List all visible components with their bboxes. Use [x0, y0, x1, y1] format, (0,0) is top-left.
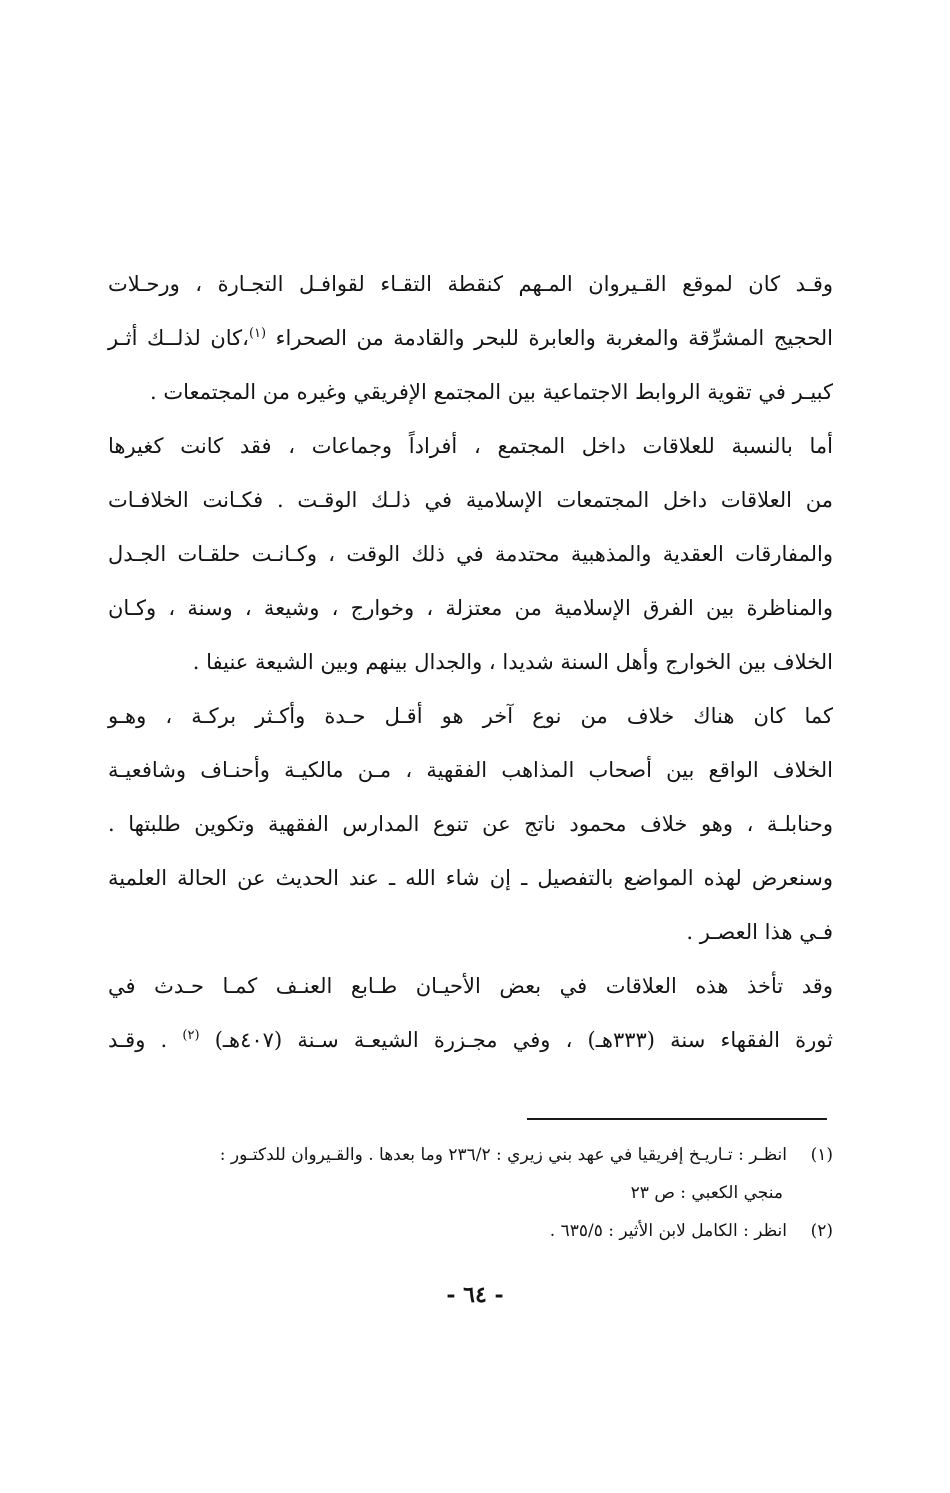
footnote-line — [108, 1219, 833, 1243]
footnote-divider — [527, 1118, 827, 1120]
footnote-ref: (١) — [248, 326, 267, 341]
text-line: أما بالنسبة للعلاقات داخل المجتمع ، أفراداً وجماعات ، فقد كانت كغيرها — [108, 434, 833, 458]
footnote-number: (٢) — [810, 1221, 833, 1241]
text-line: وحنابلـة ، وهو خلاف محمود ناتج عن تنوع المدارس الفقهية وتكوين طلبتها . — [108, 812, 833, 836]
page-number: - ٦٤ - — [446, 1282, 504, 1308]
text-line: كبيـر في تقوية الروابط الاجتماعية بين المجتمع الإفريقي وغيره من المجتمعات . — [150, 380, 833, 404]
footnote-text: انظر : الكامل لابن الأثير : ٦٣٥/٥ . — [549, 1221, 787, 1241]
text-line: كما كان هناك خلاف من نوع آخر هو أقـل حـدة وأكـثر بركـة ، وهـو — [108, 704, 833, 728]
footnote-ref: (٢) — [182, 1028, 200, 1043]
footnote-line — [108, 1143, 833, 1167]
text-line-part: ثورة الفقهاء سنة (٣٣٣هـ) ، وفي مجـزرة الشيعـة سـنة (٤٠٧هـ) — [214, 1028, 833, 1052]
footnote-text: انظـر : تـاريـخ إفريقيا في عهد بني زيري : ٢٣٦/٢ وما بعدها . والقـيروان للدكتـور : — [219, 1145, 787, 1165]
footnote-continuation: منجي الكعبي : ص ٢٣ — [630, 1183, 783, 1203]
text-line: والمناظرة بين الفرق الإسلامية من معتزلة ، وخوارج ، وشيعة ، وسنة ، وكـان — [108, 596, 833, 620]
text-line: والمفارقات العقدية والمذهبية محتدمة في ذلك الوقت ، وكـانـت حلقـات الجـدل — [108, 542, 833, 566]
text-line-part: ،كان لذلــك أثـر — [108, 326, 249, 350]
footnote-number: (١) — [810, 1145, 833, 1165]
text-line: فـي هذا العصـر . — [686, 920, 833, 944]
text-line: من العلاقات داخل المجتمعات الإسلامية في ذلـك الوقـت . فكـانت الخلافـات — [108, 488, 833, 512]
text-line-part: الحجيج المشرِّقة والمغربة والعابرة للبحر والقادمة من الصحراء — [275, 326, 833, 350]
text-line: وسنعرض لهذه المواضع بالتفصيل ـ إن شاء الله ـ عند الحديث عن الحالة العلمية — [108, 866, 833, 890]
text-line: وقد تأخذ هذه العلاقات في بعض الأحيـان طـابع العنـف كمـا حـدث في — [108, 974, 833, 998]
footnotes — [108, 1143, 833, 1257]
main-text — [108, 270, 833, 1080]
text-line: الخلاف بين الخوارج وأهل السنة شديدا ، والجدال بينهم وبين الشيعة عنيفا . — [192, 650, 833, 674]
text-line — [108, 1026, 833, 1054]
text-line-part: . وقـد — [108, 1028, 168, 1052]
text-line: الخلاف الواقع بين أصحاب المذاهب الفقهية ، مـن مالكيـة وأحنـاف وشافعيـة — [108, 758, 833, 782]
text-line — [108, 324, 833, 352]
text-line: وقـد كان لموقع القـيروان المـهم كنقطة التقـاء لقوافـل التجـارة ، ورحـلات — [108, 272, 833, 296]
